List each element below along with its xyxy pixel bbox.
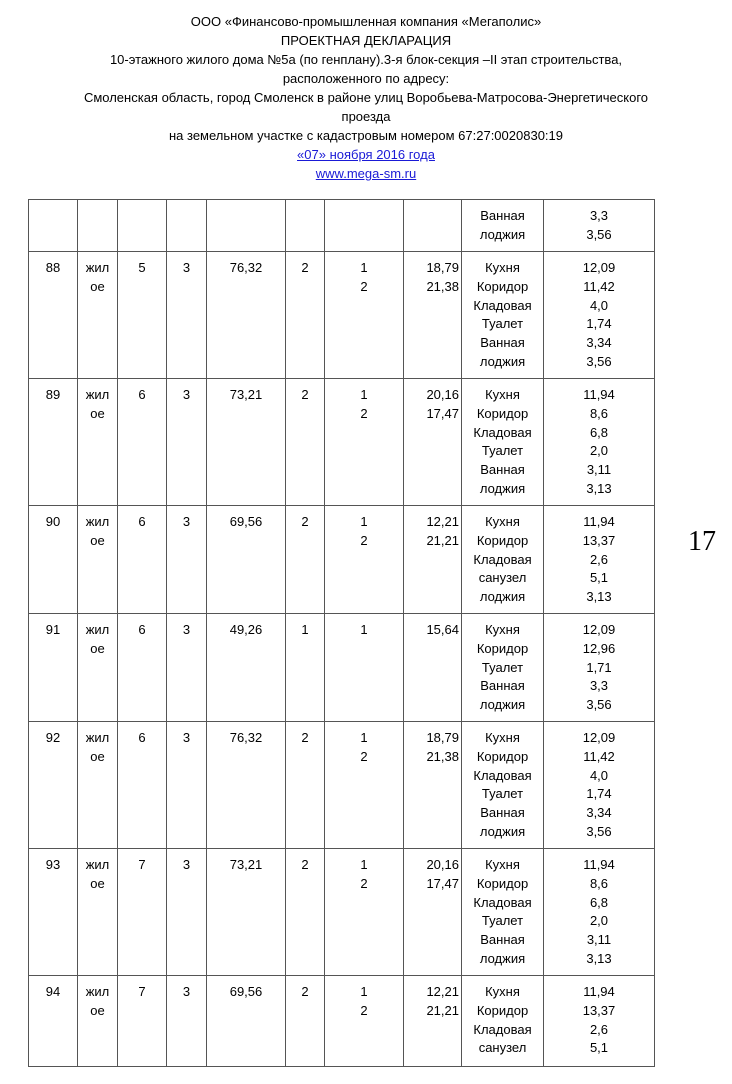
cell-type: жил ое — [78, 849, 118, 976]
cell-aux-names: Кухня Коридор Кладовая Туалет Ванная лоджия — [462, 722, 544, 849]
cell-section: 3 — [167, 379, 207, 506]
cell-room-count: 2 — [286, 976, 325, 1067]
cell-section: 3 — [167, 849, 207, 976]
cell-aux-areas: 11,94 8,6 6,8 2,0 3,11 3,13 — [544, 379, 655, 506]
address-label: расположенного по адресу: — [282, 71, 450, 86]
cell-num: 89 — [29, 379, 78, 506]
table-row — [29, 722, 655, 849]
cell-num: 91 — [29, 614, 78, 722]
table-row — [29, 976, 655, 1067]
cell-section: 3 — [167, 252, 207, 379]
cell-room-ids — [325, 200, 404, 252]
cell-aux-names: Кухня Коридор Кладовая Туалет Ванная лоджия — [462, 379, 544, 506]
company-name: ООО «Финансово-промышленная компания «Мегаполис» — [190, 14, 542, 29]
cadastral-number: на земельном участке с кадастровым номером 67:27:0020830:19 — [168, 128, 563, 143]
cell-type: жил ое — [78, 614, 118, 722]
cell-aux-names: Кухня Коридор Кладовая санузел — [462, 976, 544, 1067]
cell-section: 3 — [167, 722, 207, 849]
cell-area: 73,21 — [207, 849, 286, 976]
cell-num: 90 — [29, 506, 78, 614]
cell-type: жил ое — [78, 506, 118, 614]
cell-room-ids: 1 2 — [325, 976, 404, 1067]
cell-aux-names: Кухня Коридор Кладовая санузел лоджия — [462, 506, 544, 614]
cell-room-ids: 1 2 — [325, 722, 404, 849]
cell-aux-names: Кухня Коридор Туалет Ванная лоджия — [462, 614, 544, 722]
cell-room-count: 2 — [286, 252, 325, 379]
cell-room-areas: 20,16 17,47 — [404, 379, 462, 506]
cell-num: 92 — [29, 722, 78, 849]
address-line-2: проезда — [341, 109, 391, 124]
cell-area: 76,32 — [207, 722, 286, 849]
cell-area: 69,56 — [207, 976, 286, 1067]
cell-room-ids: 1 2 — [325, 379, 404, 506]
cell-room-count: 2 — [286, 849, 325, 976]
cell-floor: 5 — [118, 252, 167, 379]
cell-area: 69,56 — [207, 506, 286, 614]
cell-num: 88 — [29, 252, 78, 379]
cell-floor: 6 — [118, 614, 167, 722]
cell-room-ids: 1 2 — [325, 506, 404, 614]
cell-section: 3 — [167, 614, 207, 722]
address-line-1: Смоленская область, город Смоленск в районе улиц Воробьева-Матросова-Энергетического — [83, 90, 649, 105]
cell-room-count: 1 — [286, 614, 325, 722]
cell-room-areas: 15,64 — [404, 614, 462, 722]
cell-floor: 6 — [118, 506, 167, 614]
cell-type: жил ое — [78, 976, 118, 1067]
cell-aux-areas: 11,94 8,6 6,8 2,0 3,11 3,13 — [544, 849, 655, 976]
table-row — [29, 614, 655, 722]
cell-aux-names: Кухня Коридор Кладовая Туалет Ванная лоджия — [462, 252, 544, 379]
cell-area: 76,32 — [207, 252, 286, 379]
table-row — [29, 379, 655, 506]
cell-section — [167, 200, 207, 252]
cell-type: жил ое — [78, 722, 118, 849]
cell-aux-names: Кухня Коридор Кладовая Туалет Ванная лоджия — [462, 849, 544, 976]
cell-room-areas: 12,21 21,21 — [404, 506, 462, 614]
table-row — [29, 849, 655, 976]
cell-aux-areas: 11,94 13,37 2,6 5,1 3,13 — [544, 506, 655, 614]
cell-room-areas — [404, 200, 462, 252]
cell-room-count: 2 — [286, 506, 325, 614]
declaration-date-link[interactable]: «07» ноября 2016 года — [297, 147, 435, 162]
cell-aux-areas: 12,09 11,42 4,0 1,74 3,34 3,56 — [544, 722, 655, 849]
cell-room-areas: 18,79 21,38 — [404, 722, 462, 849]
table-row — [29, 252, 655, 379]
cell-num: 94 — [29, 976, 78, 1067]
cell-area: 73,21 — [207, 379, 286, 506]
cell-num — [29, 200, 78, 252]
cell-floor: 7 — [118, 976, 167, 1067]
cell-room-count — [286, 200, 325, 252]
cell-num: 93 — [29, 849, 78, 976]
cell-aux-areas: 12,09 11,42 4,0 1,74 3,34 3,56 — [544, 252, 655, 379]
document-header — [0, 12, 732, 183]
table-row — [29, 200, 655, 252]
cell-area: 49,26 — [207, 614, 286, 722]
building-description: 10-этажного жилого дома №5а (по генплану).3-я блок-секция –II этап строительства, — [109, 52, 623, 67]
cell-type: жил ое — [78, 252, 118, 379]
cell-floor: 7 — [118, 849, 167, 976]
cell-floor — [118, 200, 167, 252]
website-link[interactable]: www.mega-sm.ru — [315, 166, 417, 181]
cell-aux-names: Ванная лоджия — [462, 200, 544, 252]
cell-section: 3 — [167, 976, 207, 1067]
cell-room-ids: 1 — [325, 614, 404, 722]
table-row — [29, 506, 655, 614]
cell-room-count: 2 — [286, 722, 325, 849]
page-number: 17 — [688, 526, 716, 557]
cell-room-ids: 1 2 — [325, 849, 404, 976]
document-title: ПРОЕКТНАЯ ДЕКЛАРАЦИЯ — [280, 33, 452, 48]
cell-aux-areas: 12,09 12,96 1,71 3,3 3,56 — [544, 614, 655, 722]
cell-room-areas: 18,79 21,38 — [404, 252, 462, 379]
apartments-table — [28, 199, 655, 1067]
cell-room-areas: 20,16 17,47 — [404, 849, 462, 976]
cell-floor: 6 — [118, 722, 167, 849]
apartments-table-wrap — [28, 199, 655, 1067]
cell-area — [207, 200, 286, 252]
cell-room-ids: 1 2 — [325, 252, 404, 379]
cell-aux-areas: 11,94 13,37 2,6 5,1 — [544, 976, 655, 1067]
table-body — [29, 200, 655, 1067]
cell-floor: 6 — [118, 379, 167, 506]
cell-type — [78, 200, 118, 252]
cell-room-count: 2 — [286, 379, 325, 506]
cell-section: 3 — [167, 506, 207, 614]
cell-aux-areas: 3,3 3,56 — [544, 200, 655, 252]
cell-type: жил ое — [78, 379, 118, 506]
cell-room-areas: 12,21 21,21 — [404, 976, 462, 1067]
